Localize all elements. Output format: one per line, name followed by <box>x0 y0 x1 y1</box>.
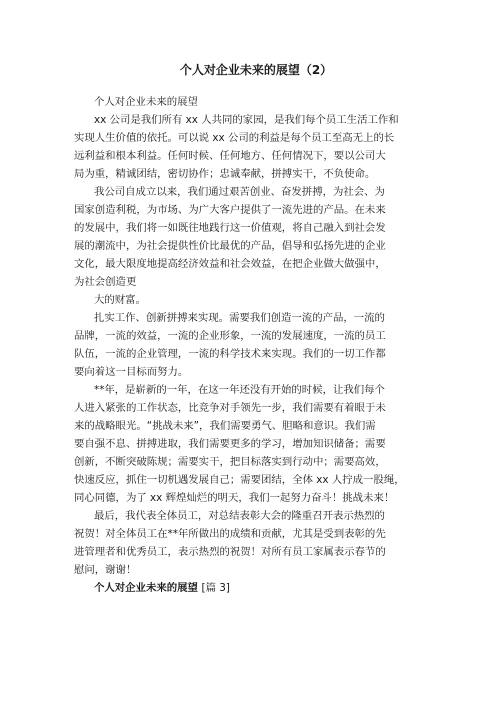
document-title: 个人对企业未来的展望（2） <box>179 63 333 77</box>
paragraph-line: 个人对企业未来的展望 <box>94 96 198 108</box>
next-section-label: [篇 3] <box>201 582 230 594</box>
paragraph-line: **年，是崭新的一年，在这一年还没有开始的时候，让我们每个 <box>94 384 385 396</box>
paragraph-line: 大的财富。 <box>94 294 146 306</box>
paragraph <box>74 381 438 507</box>
paragraph-line: 国家创造利税，为市场、为广大客户提供了一流先进的产品。在未来 <box>74 204 386 216</box>
document-body <box>74 93 438 579</box>
paragraph-line: 远利益和根本利益。任何时候、任何地方、任何情况下，要以公司大 <box>74 150 386 162</box>
paragraph-line: 来的战略眼光。“挑战未来”，我们需要勇气、胆略和意识。我们需 <box>74 420 376 432</box>
paragraph-line: 同心同德，为了 xx 辉煌灿烂的明天，我们一起努力奋斗！挑战未来！ <box>74 492 395 504</box>
paragraph <box>74 291 438 309</box>
paragraph-line: 为社会创造更 <box>74 276 137 288</box>
paragraph-line: 创新，不断突破陈规；需要实干，把目标落实到行动中；需要高效， <box>74 456 386 468</box>
paragraph-line: 文化，最大限度地提高经济效益和社会效益，在把企业做大做强中， <box>74 258 386 270</box>
paragraph-line: xx 公司是我们所有 xx 人共同的家园，是我们每个员工生活工作和 <box>94 114 399 126</box>
paragraph <box>74 111 438 183</box>
paragraph-line: 慰问，谢谢！ <box>74 564 137 576</box>
paragraph-line: 展的潮流中，为社会提供性价比最优的产品，倡导和弘扬先进的企业 <box>74 240 386 252</box>
next-section-title: 个人对企业未来的展望 <box>94 582 198 594</box>
paragraph-line: 的发展中，我们将一如既往地践行这一价值观，将自己融入到社会发 <box>74 222 386 234</box>
paragraph-line: 快速反应，抓住一切机遇发展自己；需要团结，全体 xx 人拧成一股绳， <box>74 474 405 486</box>
paragraph-line: 我公司自成立以来，我们通过艰苦创业、奋发拼搏，为社会、为 <box>94 186 385 198</box>
paragraph-line: 局为重，精诚团结，密切协作；忠诚奉献，拼搏实干，不负使命。 <box>74 168 376 180</box>
paragraph-line: 实现人生价值的依托。可以说 xx 公司的利益是每个员工至高无上的长 <box>74 132 395 144</box>
paragraph-line: 祝贺！对全体员工在**年所做出的成绩和贡献，尤其是受到表彰的先 <box>74 528 386 540</box>
paragraph <box>74 309 438 381</box>
paragraph-line: 队伍，一流的企业管理，一流的科学技术来实现。我们的一切工作都 <box>74 348 386 360</box>
paragraph <box>74 93 438 111</box>
paragraph-line: 要自强不息、拼搏进取，我们需要更多的学习，增加知识储备；需要 <box>74 438 386 450</box>
paragraph <box>74 507 438 579</box>
paragraph-line: 品牌，一流的效益，一流的企业形象，一流的发展速度，一流的员工 <box>74 330 386 342</box>
paragraph-line: 最后，我代表全体员工，对总结表彰大会的隆重召开表示热烈的 <box>94 510 385 522</box>
paragraph-line: 扎实工作、创新拼搏来实现。需要我们创造一流的产品，一流的 <box>94 312 385 324</box>
paragraph-line: 人进入紧张的工作状态，比竞争对手领先一步，我们需要有着眼于未 <box>74 402 386 414</box>
paragraph <box>74 183 438 291</box>
paragraph-line: 要向着这一目标而努力。 <box>74 366 189 378</box>
paragraph-line: 进管理者和优秀员工，表示热烈的祝贺！对所有员工家属表示春节的 <box>74 546 386 558</box>
next-section-heading <box>74 579 438 597</box>
